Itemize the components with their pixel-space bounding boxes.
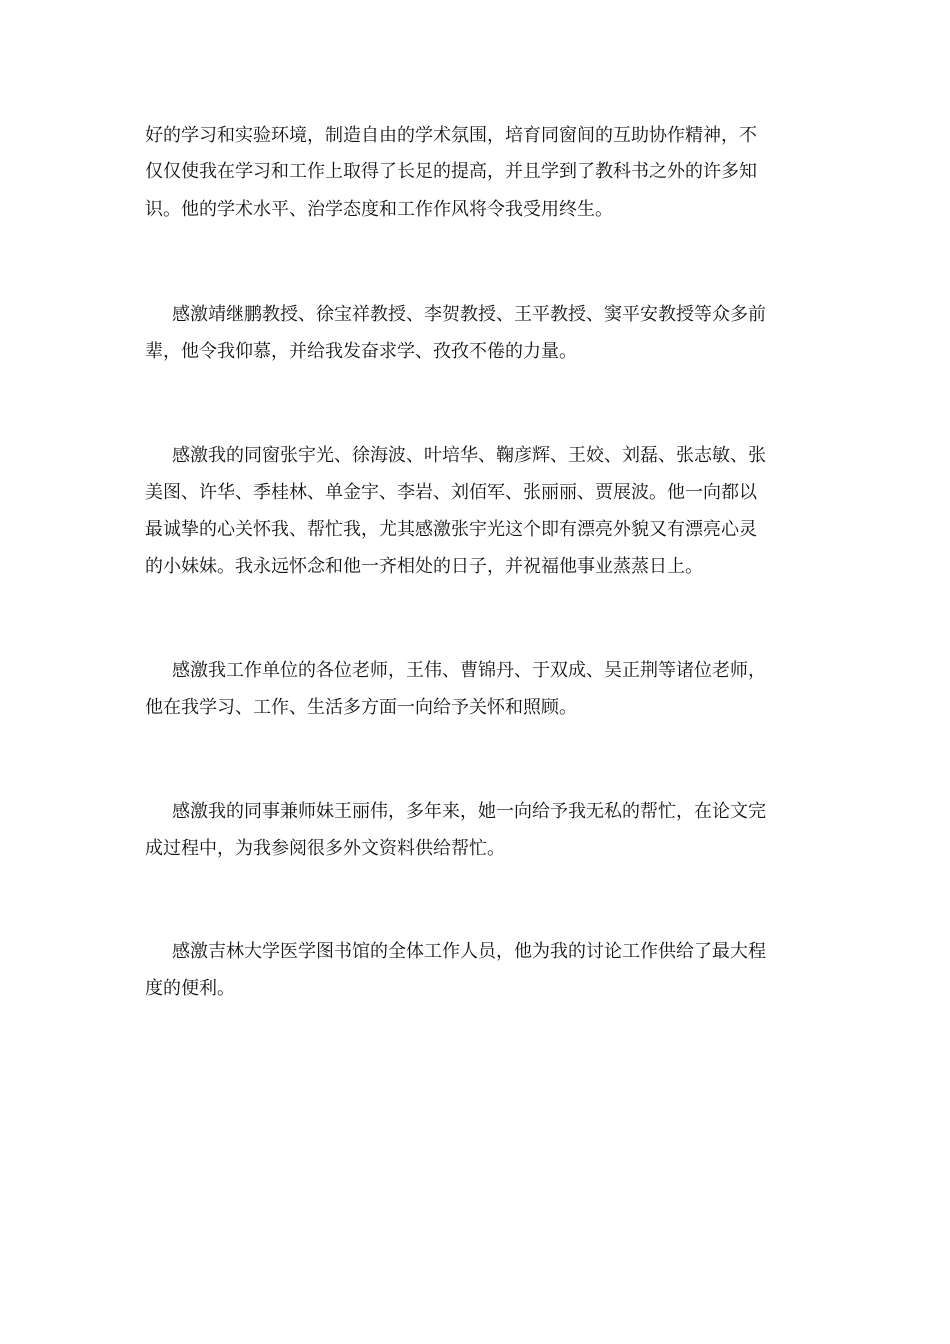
text-line: 的小妹妹。我永远怀念和他一齐相处的日子，并祝福他事业蒸蒸日上。: [145, 556, 703, 577]
text-line: 美图、许华、季桂林、单金宇、李岩、刘佰军、张丽丽、贾展波。他一向都以: [145, 482, 757, 503]
text-line: 度的便利。: [145, 978, 235, 999]
text-line: 感激我的同事兼师妹王丽伟，多年来，她一向给予我无私的帮忙，在论文完: [172, 801, 766, 822]
text-line: 识。他的学术水平、治学态度和工作作风将令我受用终生。: [145, 199, 613, 220]
text-line: 最诚挚的心关怀我、帮忙我，尤其感激张宇光这个即有漂亮外貌又有漂亮心灵: [145, 519, 757, 540]
text-line: 感激吉林大学医学图书馆的全体工作人员，他为我的讨论工作供给了最大程: [172, 941, 766, 962]
text-line: 成过程中，为我参阅很多外文资料供给帮忙。: [145, 838, 505, 859]
text-line: 感激靖继鹏教授、徐宝祥教授、李贺教授、王平教授、窦平安教授等众多前: [172, 304, 766, 325]
text-line: 感激我工作单位的各位老师，王伟、曹锦丹、于双成、吴正荆等诸位老师，: [172, 660, 766, 681]
text-line: 感激我的同窗张宇光、徐海波、叶培华、鞠彦辉、王姣、刘磊、张志敏、张: [172, 445, 766, 466]
text-line: 好的学习和实验环境，制造自由的学术氛围，培育同窗间的互助协作精神，不: [145, 125, 757, 146]
text-line: 他在我学习、工作、生活多方面一向给予关怀和照顾。: [145, 697, 577, 718]
text-line: 仅仅使我在学习和工作上取得了长足的提高，并且学到了教科书之外的许多知: [145, 161, 757, 182]
text-line: 辈，他令我仰慕，并给我发奋求学、孜孜不倦的力量。: [145, 341, 577, 362]
